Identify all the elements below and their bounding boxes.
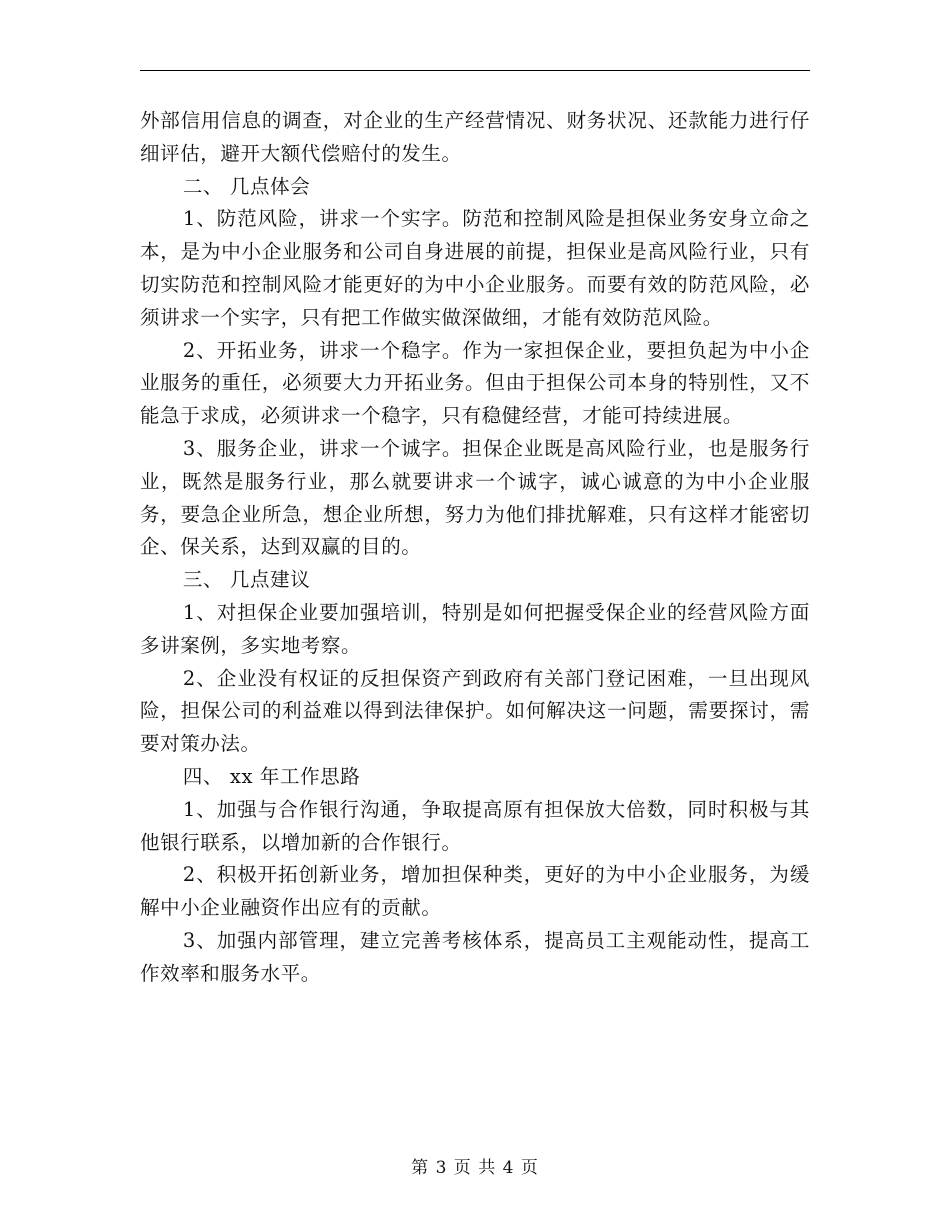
page-number-footer: 第 3 页 共 4 页: [411, 1158, 539, 1178]
paragraph: 1、对担保企业要加强培训，特别是如何把握受保企业的经营风险方面多讲案例，多实地考察。: [140, 600, 810, 657]
document-body: [140, 105, 810, 991]
section-heading: 三、 几点建议: [182, 568, 311, 592]
paragraph: 2、企业没有权证的反担保资产到政府有关部门登记困难，一旦出现风险，担保公司的利益难以得到法律保护。如何解决这一问题，需要探讨，需要对策办法。: [140, 666, 810, 756]
section-heading: 四、 xx 年工作思路: [182, 764, 361, 788]
paragraph: 3、加强内部管理，建立完善考核体系，提高员工主观能动性，提高工作效率和服务水平。: [140, 928, 810, 985]
header-rule: [140, 70, 810, 71]
paragraph: 1、加强与合作银行沟通，争取提高原有担保放大倍数，同时积极与其他银行联系，以增加新的合作银行。: [140, 797, 810, 854]
paragraph-continuation: 外部信用信息的调查，对企业的生产经营情况、财务状况、还款能力进行仔细评估，避开大额代偿赔付的发生。: [140, 109, 810, 165]
paragraph: 2、开拓业务，讲求一个稳字。作为一家担保企业，要担负起为中小企业服务的重任，必须要大力开拓业务。但由于担保公司本身的特别性，又不能急于求成，必须讲求一个稳字，只有稳健经营，才能可持续进展。: [140, 338, 810, 428]
paragraph: 3、服务企业，讲求一个诚字。担保企业既是高风险行业，也是服务行业，既然是服务行业，那么就要讲求一个诚字，诚心诚意的为中小企业服务，要急企业所急，想企业所想，努力为他们排扰解难，只有这样才能密切企、保关系，达到双赢的目的。: [140, 436, 810, 559]
paragraph: 1、防范风险，讲求一个实字。防范和控制风险是担保业务安身立命之本，是为中小企业服务和公司自身进展的前提，担保业是高风险行业，只有切实防范和控制风险才能更好的为中小企业服务。而要有效的防范风险，必须讲求一个实字，只有把工作做实做深做细，才能有效防范风险。: [140, 207, 810, 329]
paragraph: 2、积极开拓创新业务，增加担保种类，更好的为中小企业服务，为缓解中小企业融资作出应有的贡献。: [140, 863, 810, 920]
section-heading: 二、 几点体会: [182, 174, 311, 198]
